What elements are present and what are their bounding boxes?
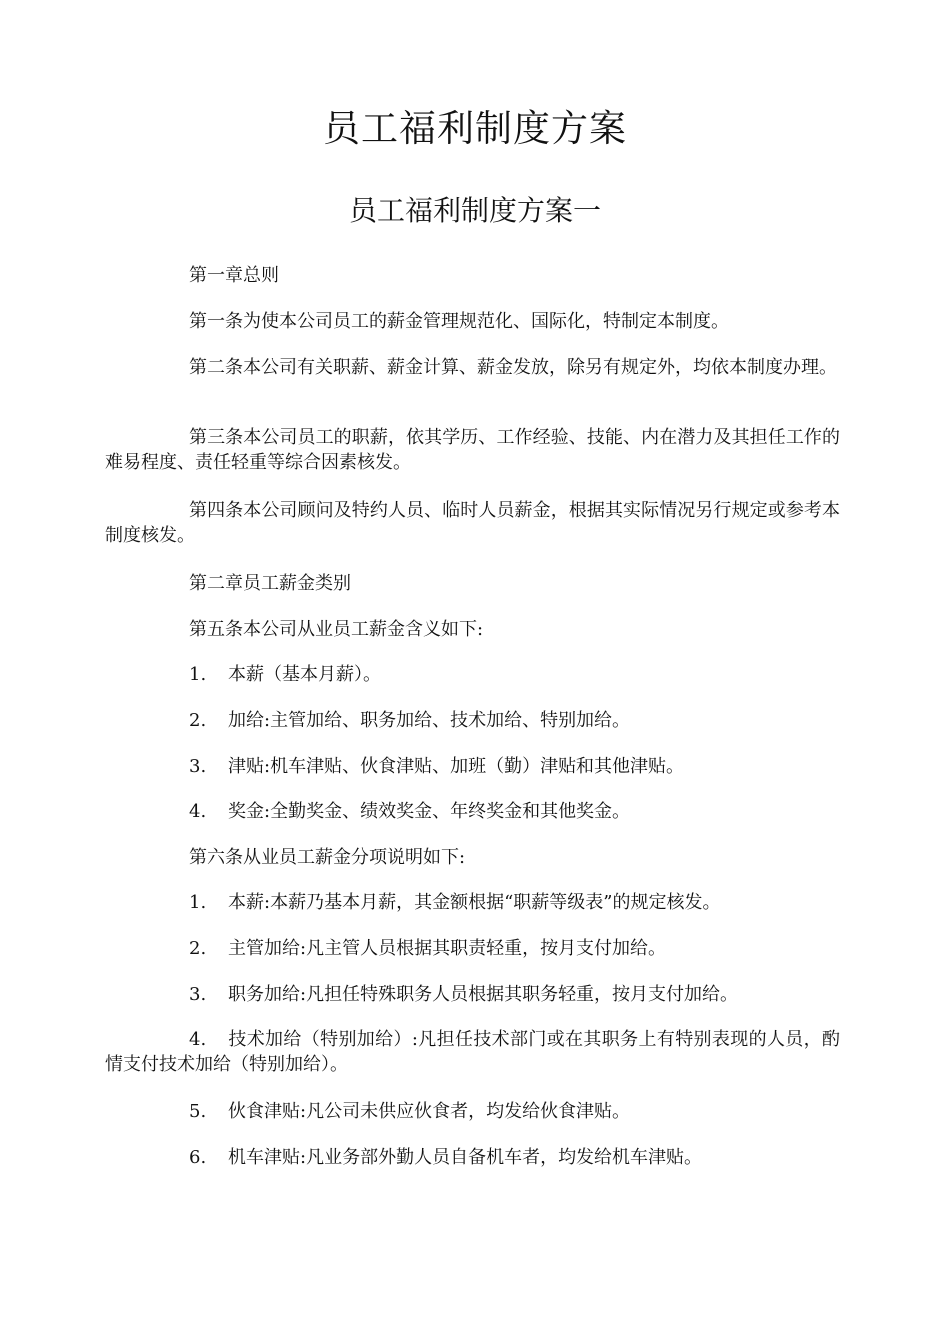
article-6-item-4 xyxy=(105,1027,840,1077)
article-6-item-1 xyxy=(105,890,840,915)
list-number: 4. xyxy=(189,801,207,822)
list-text: 本薪（基本月薪）。 xyxy=(228,664,381,685)
article-6-item-5 xyxy=(105,1099,840,1124)
article-5-item-3 xyxy=(105,754,840,779)
article-3: 第三条本公司员工的职薪，依其学历、工作经验、技能、内在潜力及其担任工作的难易程度、责任轻重等综合因素核发。 xyxy=(105,427,840,473)
list-text: 技术加给（特别加给）:凡担任技术部门或在其职务上有特别表现的人员，酌情支付技术加给（特别加给）。 xyxy=(105,1029,840,1075)
document-title: 员工福利制度方案 xyxy=(323,107,627,150)
list-text: 本薪:本薪乃基本月薪，其金额根据“职薪等级表”的规定核发。 xyxy=(228,892,721,913)
list-number: 2. xyxy=(189,710,207,731)
list-number: 2. xyxy=(189,938,207,959)
list-number: 5. xyxy=(189,1101,207,1122)
list-number: 3. xyxy=(189,756,207,777)
chapter-heading-2: 第二章员工薪金类别 xyxy=(189,573,351,594)
list-text: 奖金:全勤奖金、绩效奖金、年终奖金和其他奖金。 xyxy=(228,801,631,822)
article-5: 第五条本公司从业员工薪金含义如下: xyxy=(189,619,484,640)
list-text: 机车津贴:凡业务部外勤人员自备机车者，均发给机车津贴。 xyxy=(228,1147,703,1168)
list-number: 4. xyxy=(189,1029,207,1050)
article-1: 第一条为使本公司员工的薪金管理规范化、国际化，特制定本制度。 xyxy=(189,311,729,332)
article-5-item-1 xyxy=(105,662,840,687)
article-6-item-3 xyxy=(105,982,840,1007)
list-text: 伙食津贴:凡公司未供应伙食者，均发给伙食津贴。 xyxy=(228,1101,631,1122)
article-6-item-2 xyxy=(105,936,840,961)
list-number: 6. xyxy=(189,1147,207,1168)
article-5-item-4 xyxy=(105,799,840,824)
document-subtitle: 员工福利制度方案一 xyxy=(348,194,601,227)
list-number: 1. xyxy=(189,892,207,913)
list-number: 3. xyxy=(189,984,207,1005)
article-4: 第四条本公司顾问及特约人员、临时人员薪金，根据其实际情况另行规定或参考本制度核发。 xyxy=(105,500,840,546)
article-6: 第六条从业员工薪金分项说明如下: xyxy=(189,847,466,868)
list-text: 主管加给:凡主管人员根据其职责轻重，按月支付加给。 xyxy=(228,938,667,959)
list-number: 1. xyxy=(189,664,207,685)
article-2: 第二条本公司有关职薪、薪金计算、薪金发放，除另有规定外，均依本制度办理。 xyxy=(189,357,837,378)
list-text: 加给:主管加给、职务加给、技术加给、特别加给。 xyxy=(228,710,631,731)
chapter-heading-1: 第一章总则 xyxy=(189,265,279,286)
list-text: 津贴:机车津贴、伙食津贴、加班（勤）津贴和其他津贴。 xyxy=(228,756,685,777)
article-5-item-2 xyxy=(105,708,840,733)
list-text: 职务加给:凡担任特殊职务人员根据其职务轻重，按月支付加给。 xyxy=(228,984,739,1005)
article-6-item-6 xyxy=(105,1145,840,1170)
